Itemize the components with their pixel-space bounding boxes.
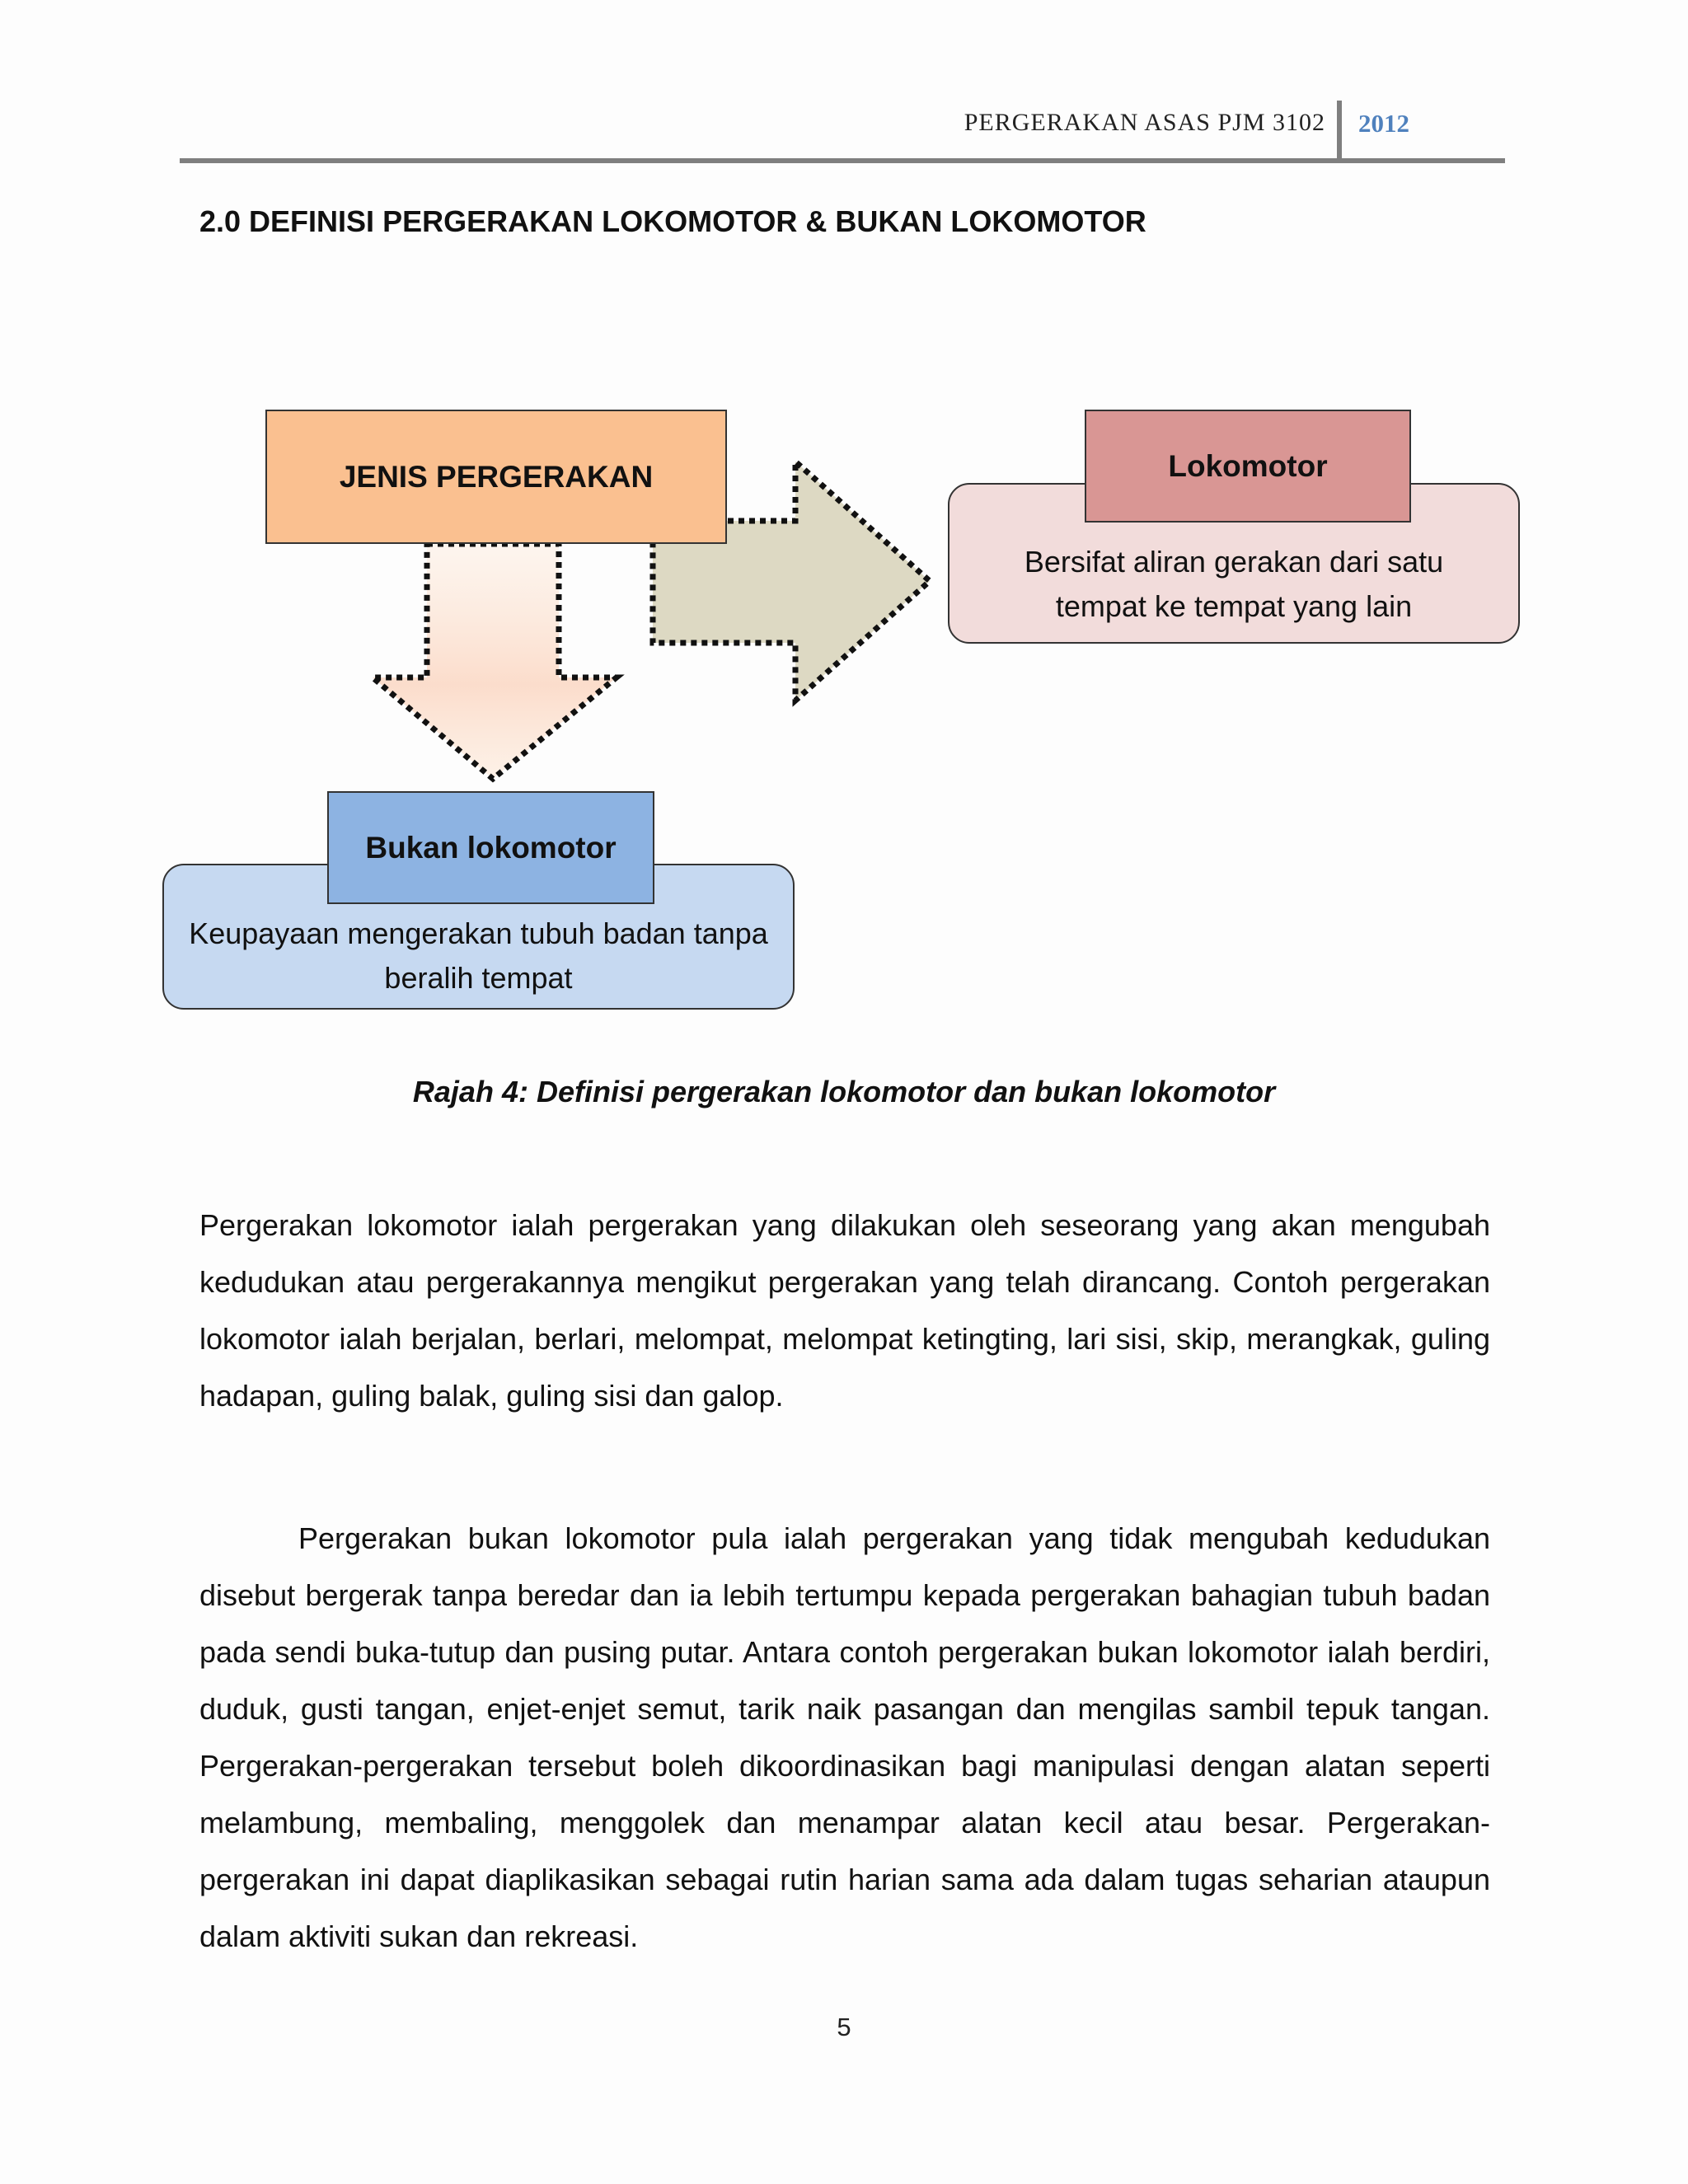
down-arrow [373, 544, 617, 779]
bukan-lokomotor-label-box [327, 791, 654, 904]
figure-caption: Rajah 4: Definisi pergerakan lokomotor dan bukan lokomotor [412, 1075, 1276, 1108]
running-header-title: PERGERAKAN ASAS PJM 3102 [964, 109, 1325, 136]
movement-types-diagram [0, 0, 1688, 1055]
lokomotor-description: Bersifat aliran gerakan dari satu tempat ke tempat yang lain [1024, 544, 1444, 623]
bukan-lokomotor-label: Bukan lokomotor [365, 830, 617, 865]
paragraph-lokomotor: Pergerakan lokomotor ialah pergerakan yang dilakukan oleh seseorang yang akan mengubah kedudukan atau pergerakannya mengikut pergerakan yang telah dirancang. Contoh pergerakan lokomotor ialah berjalan, berlari, melompat, melompat ketingting, lari sisi, skip, merangkak, guling hadapan, guling balak, guling sisi dan galop. [199, 1208, 1490, 1413]
bukan-lokomotor-description: Keupayaan mengerakan tubuh badan tanpa beralih tempat [189, 916, 768, 995]
jenis-pergerakan-box [265, 410, 727, 544]
page-number: 5 [837, 2013, 851, 2041]
running-header-year: 2012 [1358, 109, 1409, 138]
lokomotor-label-box [1085, 410, 1411, 523]
paragraph-bukan-lokomotor: Pergerakan bukan lokomotor pula ialah pergerakan yang tidak mengubah kedudukan disebut bergerak tanpa beredar dan ia lebih tertumpu kepada pergerakan bahagian tubuh badan pada sendi buka-tutup dan pusing putar. Antara contoh pergerakan bukan lokomotor ialah berdiri, duduk, gusti tangan, enjet-enjet semut, tarik naik pasangan dan mengilas sambil tepuk tangan. Pergerakan-pergerakan tersebut boleh dikoordinasikan bagi manipulasi dengan alatan seperti melambung, membaling, menggolek dan menampar alatan kecil atau besar. Pergerakan-pergerakan ini dapat diaplikasikan sebagai rutin harian sama ada dalam tugas seharian ataupun dalam aktiviti sukan dan rekreasi. [199, 1521, 1490, 1953]
section-heading: 2.0 DEFINISI PERGERAKAN LOKOMOTOR & BUKAN LOKOMOTOR [199, 204, 1146, 238]
jenis-pergerakan-label: JENIS PERGERAKAN [339, 459, 654, 494]
lokomotor-label: Lokomotor [1168, 448, 1328, 483]
